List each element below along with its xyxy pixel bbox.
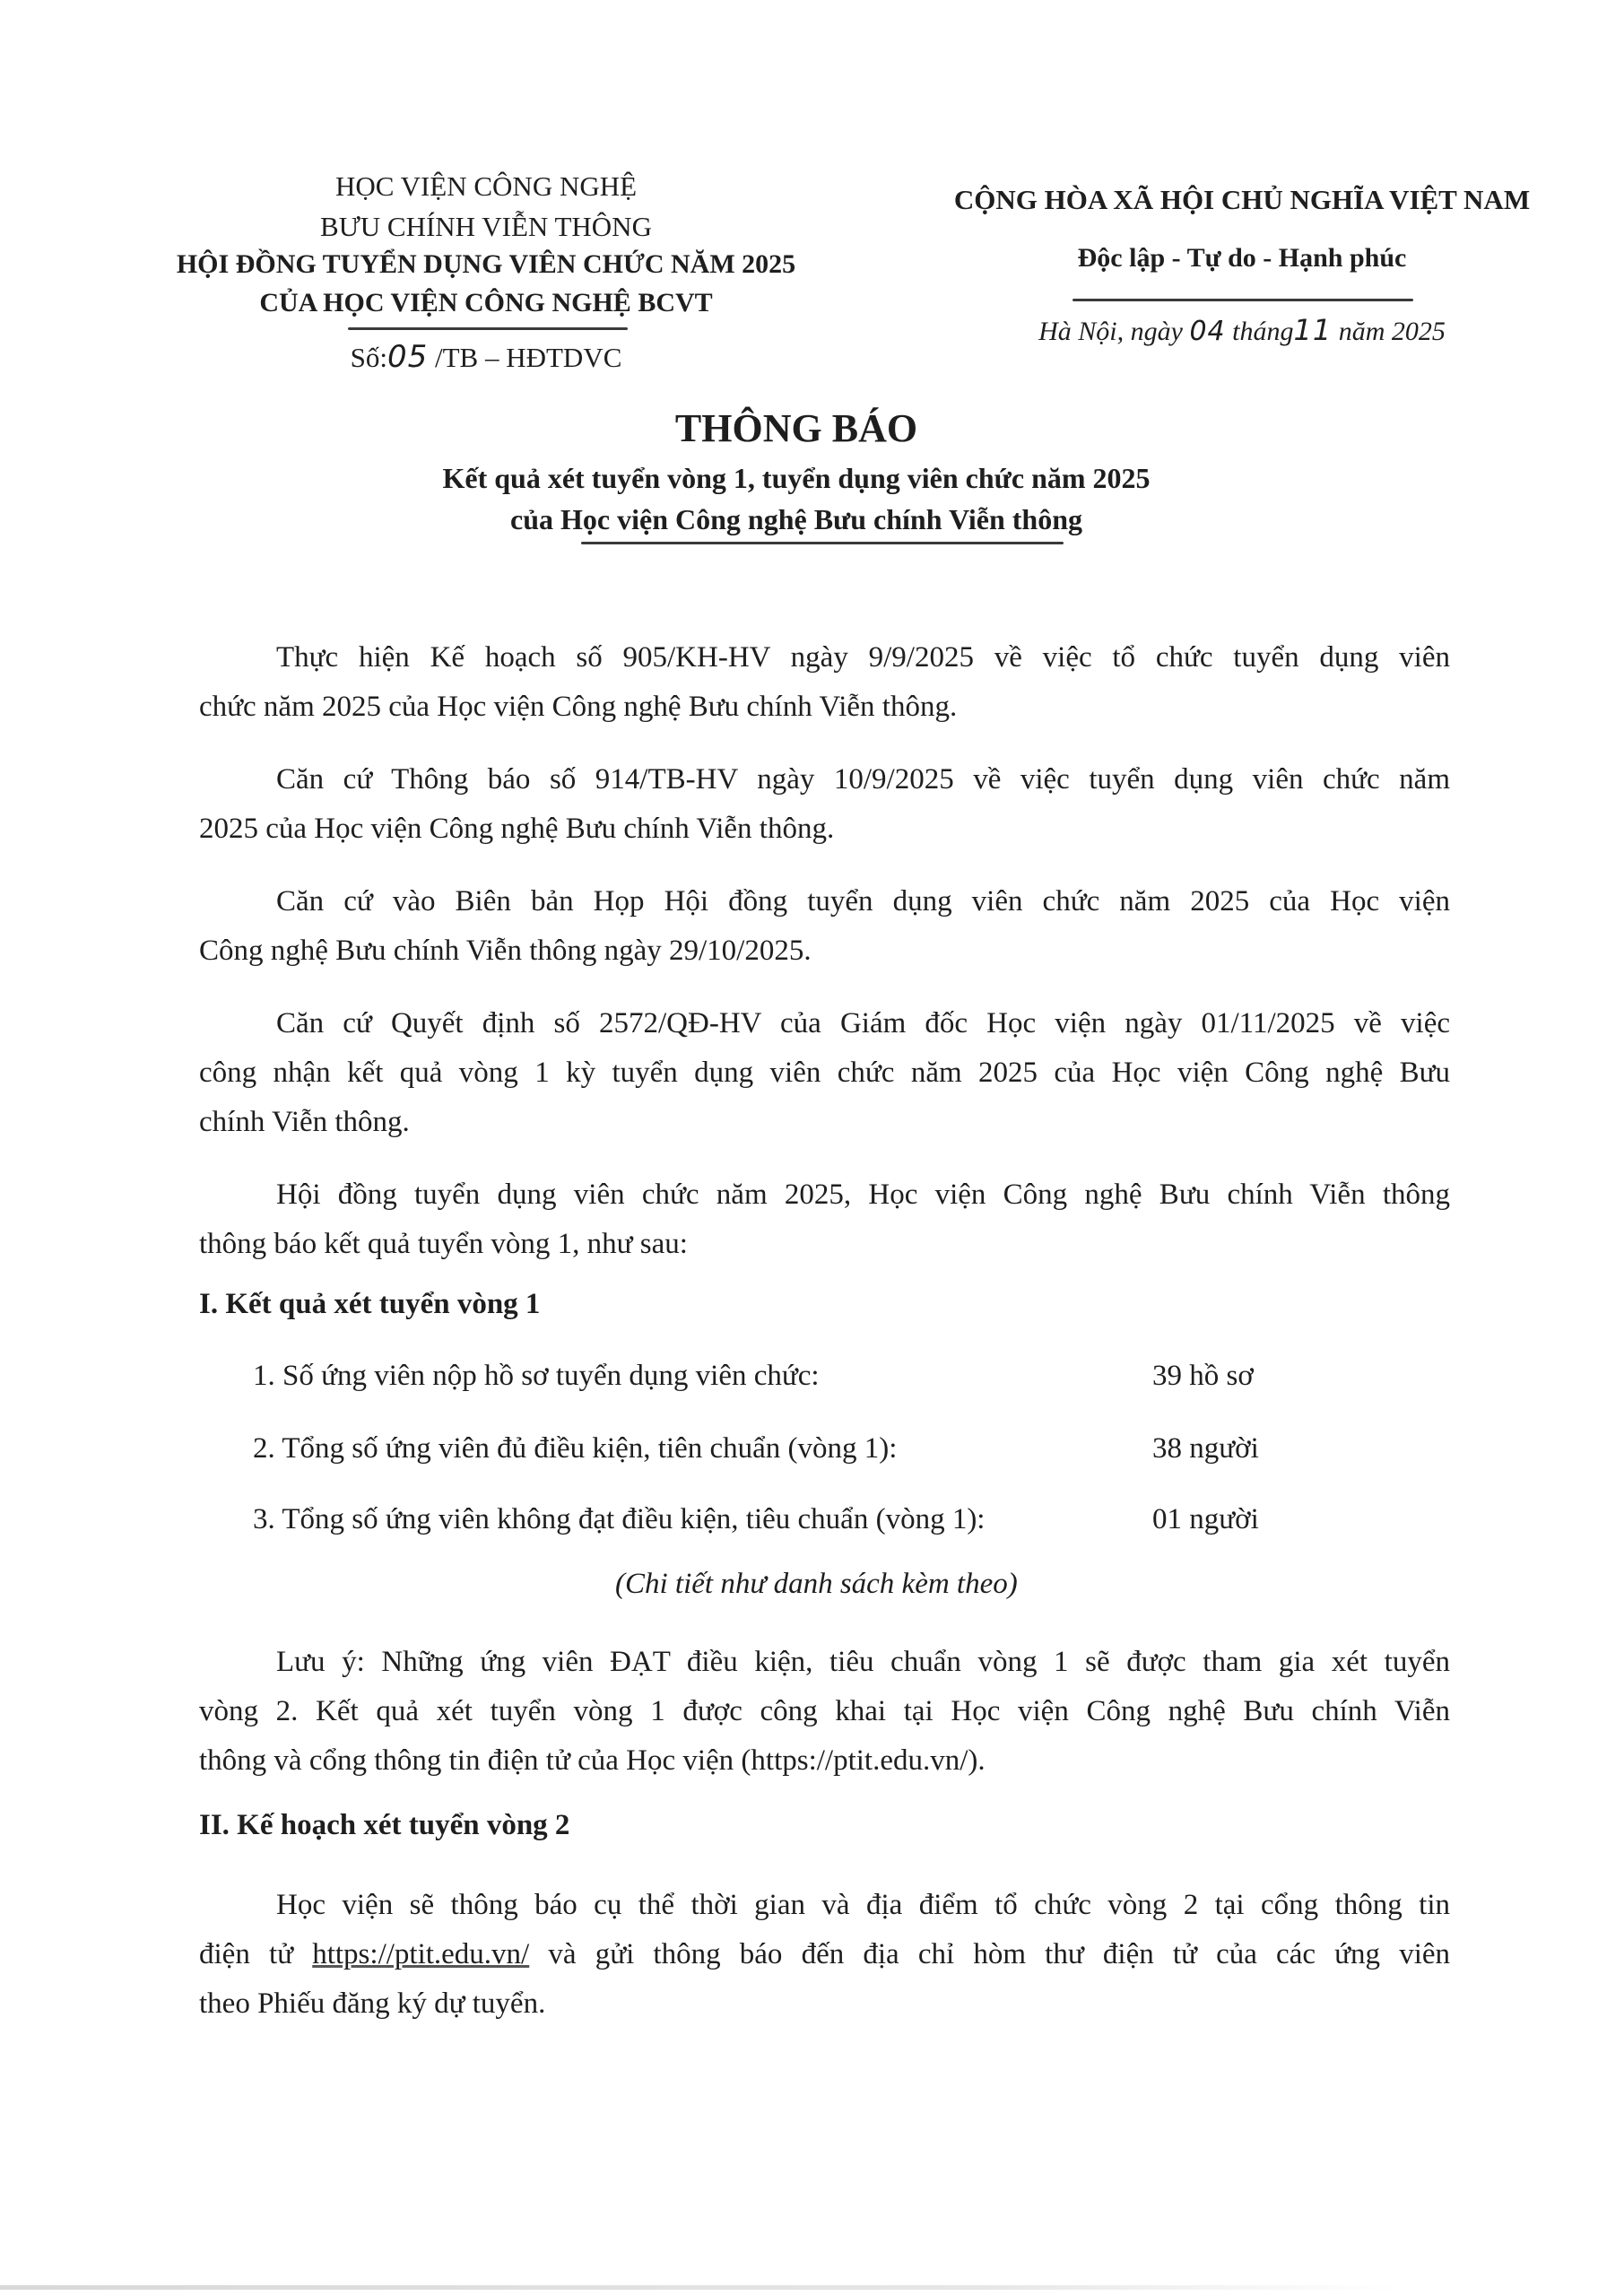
paragraph-line: Căn cứ Thông báo số 914/TB-HV ngày 10/9/2025 về việc tuyển dụng viên chức năm (276, 763, 1450, 796)
document-number-handwritten: 05 (386, 339, 429, 375)
section2-heading: II. Kế hoạch xét tuyển vòng 2 (199, 1809, 570, 1841)
date-day-handwritten: 04 (1189, 316, 1226, 347)
result-item-label: 2. Tổng số ứng viên đủ điều kiện, tiên chuẩn (vòng 1): (253, 1432, 898, 1465)
paragraph-line: 2025 của Học viện Công nghệ Bưu chính Viễn thông. (199, 813, 835, 845)
issue-date (1038, 312, 1446, 350)
council-name-line1: HỘI ĐỒNG TUYỂN DỤNG VIÊN CHỨC NĂM 2025 (176, 249, 796, 279)
paragraph-line: chính Viễn thông. (199, 1106, 410, 1138)
national-motto: Độc lập - Tự do - Hạnh phúc (1077, 243, 1407, 273)
paragraph-line: công nhận kết quả vòng 1 kỳ tuyển dụng viên chức năm 2025 của Học viện Công nghệ Bưu (199, 1057, 1450, 1089)
date-month-label: tháng (1232, 317, 1294, 346)
paragraph-line: Thực hiện Kế hoạch số 905/KH-HV ngày 9/9/2025 về việc tổ chức tuyển dụng viên (276, 641, 1450, 674)
paragraph-line: theo Phiếu đăng ký dự tuyển. (199, 1987, 546, 2020)
date-year: năm 2025 (1338, 317, 1446, 346)
title-underline (581, 542, 1064, 544)
document-number (351, 339, 622, 376)
detail-note: (Chi tiết như danh sách kèm theo) (615, 1568, 1018, 1600)
paragraph-line: Căn cứ vào Biên bản Họp Hội đồng tuyển dụng viên chức năm 2025 của Học viện (276, 885, 1450, 918)
council-name-line2: CỦA HỌC VIỆN CÔNG NGHỆ BCVT (259, 288, 713, 317)
document-subtitle-line2: của Học viện Công nghệ Bưu chính Viễn thông (510, 503, 1082, 535)
org-name-line2: BƯU CHÍNH VIỄN THÔNG (320, 211, 652, 242)
paragraph-notice-reference (199, 755, 1450, 854)
text-segment: và gửi thông báo đến địa chỉ hòm thư điện tử của các ứng viên (548, 1938, 1451, 1970)
paragraph-line: thông báo kết quả tuyển vòng 1, như sau: (199, 1228, 688, 1260)
paragraph-plan-reference (199, 633, 1450, 732)
result-item-value: 39 hồ sơ (1152, 1360, 1254, 1392)
paragraph-decision-reference (199, 999, 1450, 1147)
paragraph-line (199, 1930, 1450, 1979)
document-number-prefix: Số: (350, 342, 387, 373)
date-month-handwritten: 11 (1293, 313, 1333, 347)
paragraph-line: Lưu ý: Những ứng viên ĐẠT điều kiện, tiêu chuẩn vòng 1 sẽ được tham gia xét tuyển (276, 1646, 1450, 1678)
result-item-label: 1. Số ứng viên nộp hồ sơ tuyển dụng viên chức: (253, 1360, 820, 1392)
result-item-label: 3. Tổng số ứng viên không đạt điều kiện, tiêu chuẩn (vòng 1): (253, 1503, 986, 1535)
document-subtitle-line1: Kết quả xét tuyển vòng 1, tuyển dụng viên chức năm 2025 (442, 462, 1151, 494)
paragraph-line: vòng 2. Kết quả xét tuyển vòng 1 được công khai tại Học viện Công nghệ Bưu chính Viễn (199, 1695, 1450, 1727)
paragraph-line: Hội đồng tuyển dụng viên chức năm 2025, Học viện Công nghệ Bưu chính Viễn thông (276, 1178, 1450, 1211)
document-title: THÔNG BÁO (674, 406, 918, 450)
org-name-line1: HỌC VIỆN CÔNG NGHỆ (334, 170, 638, 202)
text-segment: điện tử (199, 1938, 294, 1970)
paragraph-line: thông và cổng thông tin điện tử của Học viện (https://ptit.edu.vn/). (199, 1744, 986, 1777)
section1-heading: I. Kết quả xét tuyển vòng 1 (199, 1288, 541, 1320)
paragraph-note (199, 1638, 1450, 1786)
paragraph-announcement (199, 1170, 1450, 1269)
website-link[interactable]: https://ptit.edu.vn/ (312, 1938, 530, 1970)
paragraph-round2-plan (199, 1881, 1450, 2029)
paragraph-line: chức năm 2025 của Học viện Công nghệ Bưu chính Viễn thông. (199, 691, 958, 723)
result-item-value: 38 người (1152, 1432, 1259, 1465)
date-prefix: Hà Nội, ngày (1038, 317, 1183, 346)
scan-edge-line (0, 2285, 1399, 2290)
national-title: CỘNG HÒA XÃ HỘI CHỦ NGHĨA VIỆT NAM (953, 184, 1531, 215)
header-left-underline (348, 327, 628, 330)
header-right-underline (1073, 299, 1413, 301)
paragraph-minutes-reference (199, 877, 1450, 976)
paragraph-line: Công nghệ Bưu chính Viễn thông ngày 29/10/2025. (199, 935, 812, 967)
result-item-value: 01 người (1152, 1503, 1259, 1535)
paragraph-line: Học viện sẽ thông báo cụ thể thời gian và địa điểm tổ chức vòng 2 tại cổng thông tin (276, 1889, 1450, 1921)
paragraph-line: Căn cứ Quyết định số 2572/QĐ-HV của Giám đốc Học viện ngày 01/11/2025 về việc (276, 1007, 1450, 1039)
document-number-suffix: /TB – HĐTDVC (434, 342, 622, 373)
